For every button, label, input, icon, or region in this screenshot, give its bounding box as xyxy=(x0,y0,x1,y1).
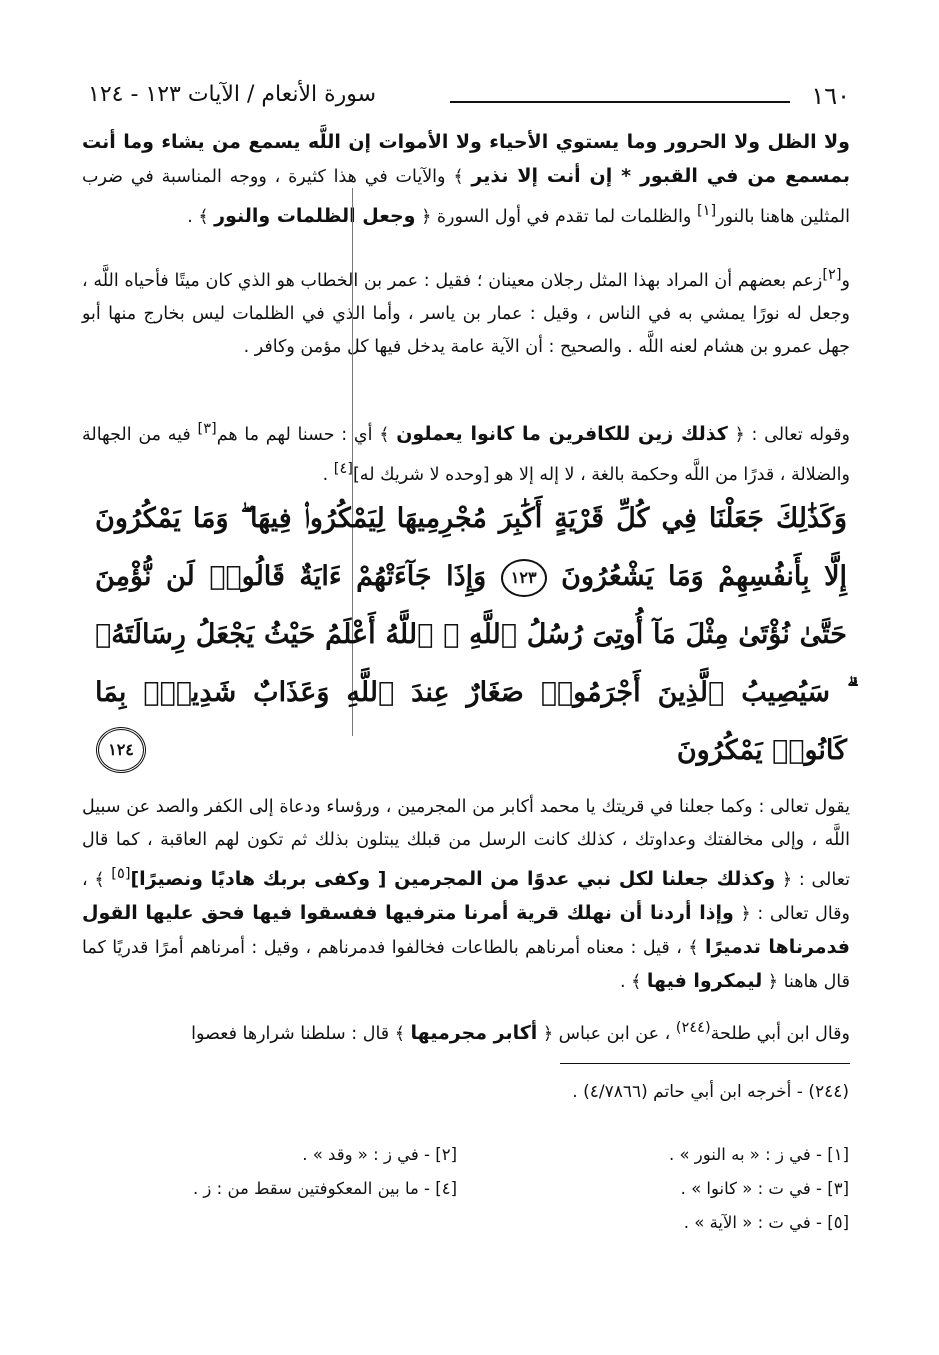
footnote-ref: [٤] xyxy=(333,459,353,477)
page-header xyxy=(88,82,850,116)
commentary-text: . xyxy=(322,464,334,485)
commentary-text: ﴾ قال : سلطنا شرارها فعصوا xyxy=(191,1023,411,1044)
quran-verses xyxy=(95,490,847,780)
hadith-source-note: (٢٤٤) - أخرجه ابن أبي حاتم (٤/٧٨٦٦) . xyxy=(572,1082,849,1102)
commentary-text: ﴾ والآيات في هذا كثيرة ، ووجه المناسبة في ضرب المثلين هاهنا بالنور xyxy=(82,167,850,227)
footnote-item: [٤] - ما بين المعكوفتين سقط من : ز . xyxy=(192,1179,457,1198)
header-rule xyxy=(450,101,790,103)
bold-verse-quote: ولا الظل ولا الحرور وما يستوي الأحياء ولا الأموات إن اللَّه يسمع من يشاء وما أنت بمسمع من في القبور * إن أنت إلا نذير xyxy=(82,131,850,187)
commentary-text: يقول تعالى : وكما جعلنا في قريتك يا محمد أكابر من المجرمين ، ورؤساء ودعاة إلى الكفر والصد عن سبيل اللَّه ، وإلى مخالفتك وعداوتك ، كذلك كانت الرسل من قبلك يبتلون بذلك ثم تكون لهم العاقبة ، كما قال تعالى : ﴿ xyxy=(82,797,851,890)
footnote-separator xyxy=(560,1063,850,1064)
commentary-text: فيه من الجهالة والضلالة ، قدرًا من اللَّه وحكمة بالغة ، لا إله إلا هو [وحده لا شريك له] xyxy=(82,424,850,485)
running-title: سورة الأنعام / الآيات ١٢٣ - ١٢٤ xyxy=(88,82,377,107)
verse-123-text: وَكَذَٰلِكَ جَعَلْنَا فِي كُلِّ قَرْيَةٍ أَكَٰبِرَ مُجْرِمِيهَا لِيَمْكُرُوا۟ فِيهَا ۖ وَمَا يَمْكُرُونَ إِلَّا بِأَنفُسِهِمْ وَمَا يَشْعُرُونَ xyxy=(95,503,847,592)
footnote-item: [٢] - في ز : « وقد » . xyxy=(302,1145,457,1164)
commentary-text: ﴾ ، قيل : معناه أمرناهم بالطاعات فخالفوا فدمرناهم ، وقيل : أمرناهم أمرًا قدريًا كما قال هاهنا ﴿ xyxy=(82,937,850,992)
paragraph-3 xyxy=(82,412,850,492)
paragraph-1 xyxy=(82,126,850,234)
commentary-text: ﴾ ، وقال تعالى : ﴿ xyxy=(82,869,850,924)
footnote-item: [٣] - في ت : « كانوا » . xyxy=(680,1179,849,1198)
commentary-text: وقوله تعالى : ﴿ xyxy=(727,424,850,445)
paragraph-4 xyxy=(82,791,850,999)
bold-verse-quote: وإذا أردنا أن نهلك قرية أمرنا مترفيها ففسقوا فيها فحق عليها القول فدمرناها تدميرًا xyxy=(82,901,850,958)
footnote-ref: [٥] xyxy=(111,865,131,882)
footnote-item: [٥] - في ت : « الآية » . xyxy=(683,1213,849,1232)
footnote-ref: [١] xyxy=(696,202,717,219)
footnote-ref: [٢] xyxy=(822,266,842,283)
bold-verse-quote: وكذلك جعلنا لكل نبي عدوًا من المجرمين [ وكفى بربك هاديًا ونصيرًا] xyxy=(130,867,776,890)
paragraph-5 xyxy=(82,1011,850,1051)
commentary-text: وقال ابن أبي طلحة xyxy=(710,1023,850,1044)
page-number: ١٦٠ xyxy=(811,82,850,110)
footnote-item: [١] - في ز : « به النور » . xyxy=(668,1145,849,1164)
ayah-number-marker: ١٢٣ xyxy=(501,559,547,597)
paragraph-2 xyxy=(82,258,850,364)
bold-verse-quote: ليمكروا فيها xyxy=(646,969,763,992)
bold-verse-quote: أكابر مجرميها xyxy=(410,1021,538,1044)
commentary-text: ، عن ابن عباس ﴿ xyxy=(537,1023,676,1044)
ayah-number-marker: ١٢٤ xyxy=(96,727,146,773)
verse-124-text: وَإِذَا جَآءَتْهُمْ ءَايَةٌ قَالُوا۟ لَن نُّؤْمِنَ حَتَّىٰ نُؤْتَىٰ مِثْلَ مَآ أُوتِىَ رُسُلُ ٱللَّهِ ۘ ٱللَّهُ أَعْلَمُ حَيْثُ يَجْعَلُ رِسَالَتَهُۥ ۗ سَيُصِيبُ ٱلَّذِينَ أَجْرَمُوا۟ صَغَارٌ عِندَ ٱللَّهِ وَعَذَابٌ شَدِيدٌۢ بِمَا كَانُوا۟ يَمْكُرُونَ xyxy=(95,561,847,766)
footnote-ref: (٢٤٤) xyxy=(675,1019,711,1036)
commentary-text: والظلمات لما تقدم في أول السورة ﴿ xyxy=(415,206,697,227)
commentary-text: ﴾ أي : حسنا لهم ما هم xyxy=(216,424,397,445)
bold-verse-quote: وجعل الظلمات والنور xyxy=(214,204,416,227)
commentary-text: ﴾ . xyxy=(619,971,647,992)
commentary-text: زعم بعضهم أن المراد بهذا المثل رجلان معينان ؛ فقيل : عمر بن الخطاب هو الذي كان ميتًا فأحياه اللَّه ، وجعل له نورًا يمشي به في الناس ، وقيل : عمار بن ياسر ، وأما الذي في الظلمات ليس بخارج منها أبو جهل عمرو بن هشام لعنه اللَّه . والصحيح : أن الآية عامة يدخل فيها كل مؤمن وكافر . xyxy=(82,270,850,357)
commentary-text: ﴾ . xyxy=(187,206,215,227)
paragraph-prefix: و xyxy=(841,270,850,291)
bold-verse-quote: كذلك زين للكافرين ما كانوا يعملون xyxy=(396,422,728,445)
footnote-ref: [٣] xyxy=(197,420,217,437)
